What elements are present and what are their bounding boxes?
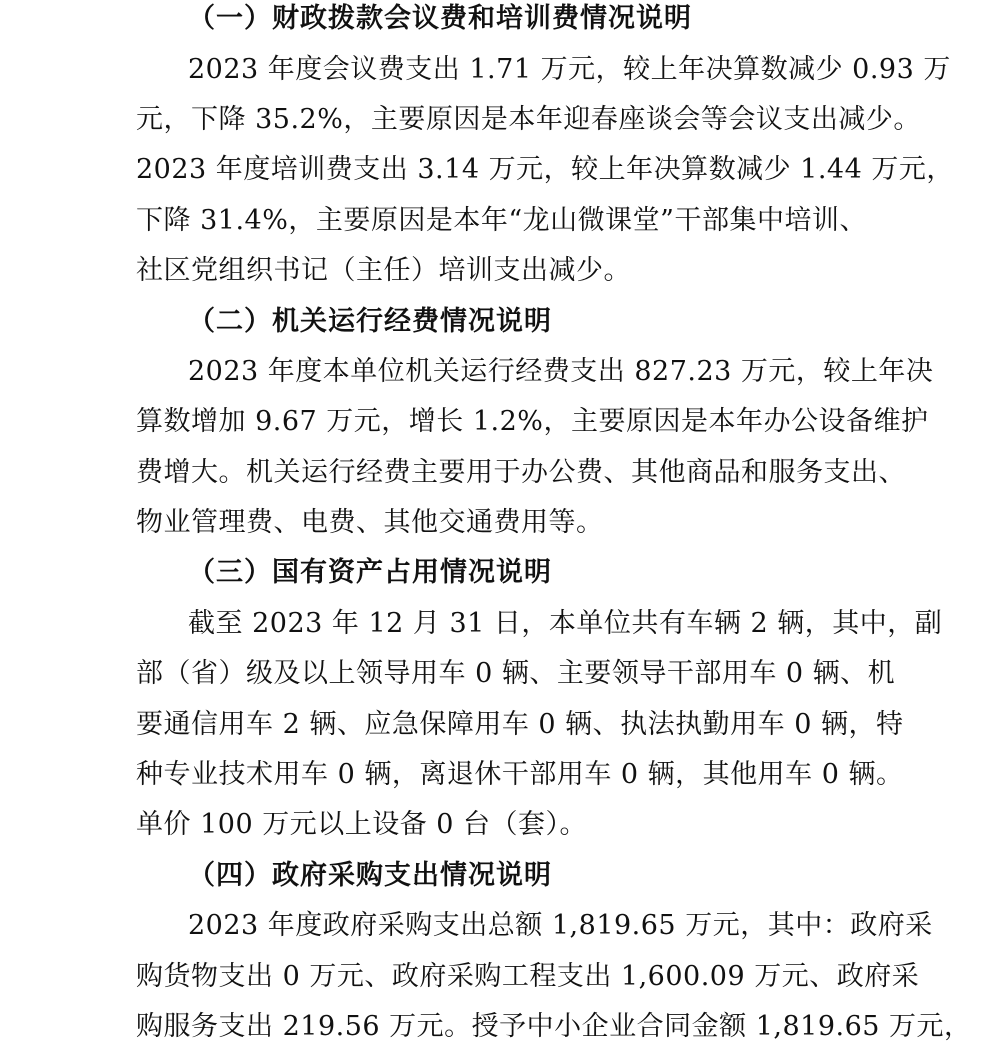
paragraph-line: 元，下降 35.2%，主要原因是本年迎春座谈会等会议支出减少。 [136,104,921,135]
section-heading-state-assets: （三）国有资产占用情况说明 [188,557,552,588]
paragraph-line: 2023 年度政府采购支出总额 1,819.65 万元，其中：政府采 [188,910,933,941]
section-heading-government-procurement: （四）政府采购支出情况说明 [188,860,552,891]
paragraph-line: 社区党组织书记（主任）培训支出减少。 [136,255,631,286]
paragraph-line: 种专业技术用车 0 辆，离退休干部用车 0 辆，其他用车 0 辆。 [136,759,904,790]
paragraph-line: 算数增加 9.67 万元，增长 1.2%，主要原因是本年办公设备维护 [136,406,929,437]
section-heading-meeting-training: （一）财政拨款会议费和培训费情况说明 [188,3,692,34]
paragraph-line: 物业管理费、电费、其他交通费用等。 [136,507,604,538]
paragraph-line: 要通信用车 2 辆、应急保障用车 0 辆、执法执勤用车 0 辆，特 [136,709,904,740]
paragraph-line: 单价 100 万元以上设备 0 台（套）。 [136,809,588,840]
section-heading-operating-costs: （二）机关运行经费情况说明 [188,306,552,337]
paragraph-line: 截至 2023 年 12 月 31 日，本单位共有车辆 2 辆，其中，副 [188,608,943,639]
paragraph-line: 费增大。机关运行经费主要用于办公费、其他商品和服务支出、 [136,457,906,488]
paragraph-line: 购服务支出 219.56 万元。授予中小企业合同金额 1,819.65 万元， [136,1011,972,1042]
paragraph-line: 下降 31.4%，主要原因是本年“龙山微课堂”干部集中培训、 [136,205,867,236]
paragraph-line: 2023 年度会议费支出 1.71 万元，较上年决算数减少 0.93 万 [188,54,951,85]
paragraph-line: 购货物支出 0 万元、政府采购工程支出 1,600.09 万元、政府采 [136,961,920,992]
paragraph-line: 部（省）级及以上领导用车 0 辆、主要领导干部用车 0 辆、机 [136,658,896,689]
paragraph-line: 2023 年度培训费支出 3.14 万元，较上年决算数减少 1.44 万元， [136,154,954,185]
paragraph-line: 2023 年度本单位机关运行经费支出 827.23 万元，较上年决 [188,356,934,387]
